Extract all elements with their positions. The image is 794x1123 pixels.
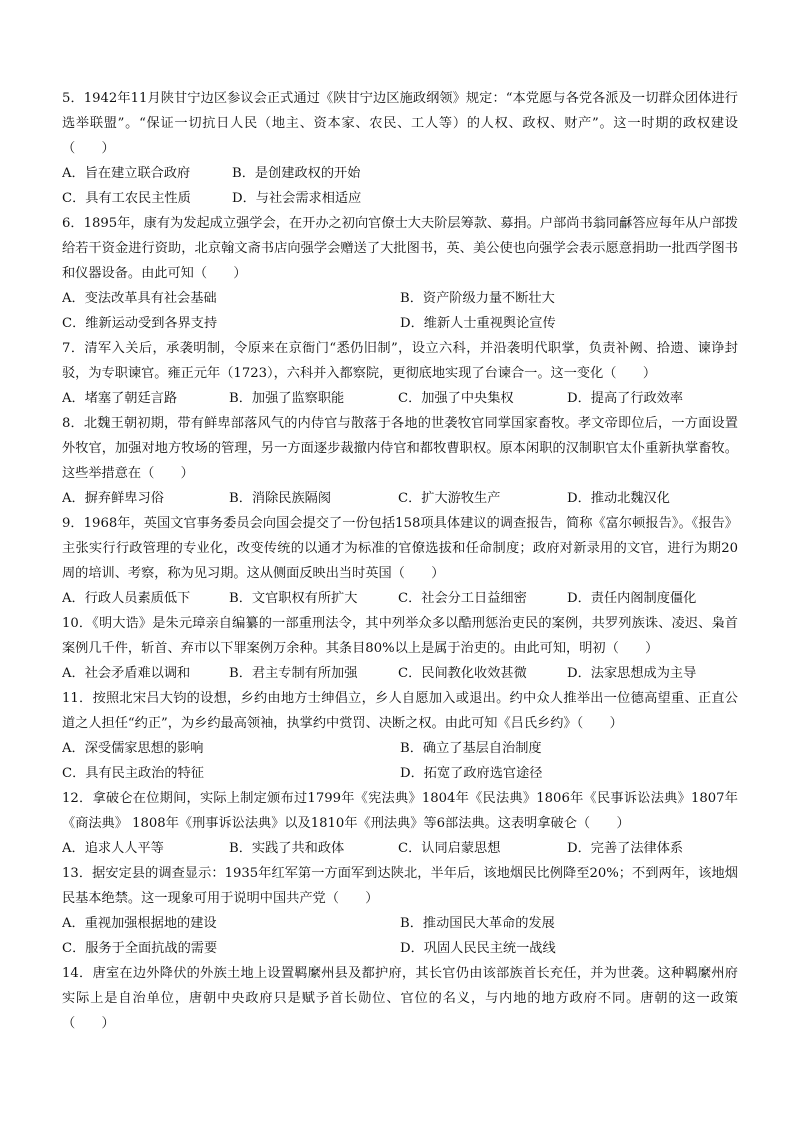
option-b: B．是创建政权的开始: [232, 166, 361, 181]
question-stem: 5．1942年11月陕甘宁边区参议会正式通过《陕甘宁边区施政纲领》规定：“本党愿与各党各派及一切群众团体进行选举联盟”。“保证一切抗日人民（地主、资本家、农民、工人等）的人权、政权、财产”。这一时期的政权建设（ ）: [62, 91, 738, 156]
option-b: B．加强了监察职能: [229, 391, 345, 406]
question-6: [62, 211, 738, 336]
options-row: [62, 836, 738, 861]
option-a: A．摒弃鲜卑习俗: [62, 491, 164, 506]
options-row: [62, 661, 738, 686]
option-a: A．旨在建立联合政府: [62, 166, 191, 181]
option-c: C．民间教化收效甚微: [398, 666, 527, 681]
option-c: C．扩大游牧生产: [398, 491, 501, 506]
options-row: [62, 186, 738, 211]
option-a: A．堵塞了朝廷言路: [62, 391, 178, 406]
question-stem: 6．1895年，康有为发起成立强学会，在开办之初向官僚士大夫阶层筹款、募捐。户部尚书翁同龢答应每年从户部拨给若干资金进行资助，北京翰文斋书店向强学会赠送了大批图书，英、美公使也向强学会表示愿意捐助一批西学图书和仪器设备。由此可知（ ）: [62, 216, 738, 281]
option-c: C．维新运动受到各界支持: [62, 316, 218, 331]
question-stem: 13．据安定县的调查显示：1935年红军第一方面军到达陕北，半年后，该地烟民比例降至20%；不到两年，该地烟民基本绝禁。这一现象可用于说明中国共产党（ ）: [62, 866, 738, 906]
option-b: B．实践了共和政体: [229, 841, 345, 856]
option-b: B．推动国民大革命的发展: [400, 916, 555, 931]
options-row: [62, 486, 738, 511]
option-b: B．君主专制有所加强: [229, 666, 358, 681]
question-stem: 7．清军入关后，承袭明制，令原来在京衙门“悉仍旧制”，设立六科，并沿袭明代职掌，负责补阙、拾遗、谏诤封驳，为专职谏官。雍正元年（1723），六科并入都察院，更彻底地实现了台谏合一。这一变化（ ）: [62, 341, 738, 381]
option-d: D．完善了法律体系: [567, 841, 684, 856]
option-c: C．具有民主政治的特征: [62, 766, 204, 781]
option-a: A．重视加强根据地的建设: [62, 916, 217, 931]
question-12: [62, 786, 738, 861]
option-c: C．社会分工日益细密: [398, 591, 527, 606]
option-a: A．行政人员素质低下: [62, 591, 191, 606]
question-stem: 10．《明大诰》是朱元璋亲自编纂的一部重刑法令，其中列举众多以酷刑惩治吏民的案例，共罗列族诛、凌迟、枭首案例几千件，斩首、弃市以下罪案例万余种。其条目80%以上是属于治吏的。由此可知，明初（ ）: [62, 616, 738, 656]
options-row: [62, 586, 738, 611]
option-d: D．巩固人民民主统一战线: [400, 941, 556, 956]
option-d: D．拓宽了政府选官途径: [400, 766, 543, 781]
options-row: [62, 161, 738, 186]
options-row: [62, 911, 738, 936]
options-row: [62, 736, 738, 761]
option-a: A．深受儒家思想的影响: [62, 741, 204, 756]
options-row: [62, 761, 738, 786]
options-row: [62, 936, 738, 961]
question-14: [62, 961, 738, 1036]
option-b: B．文官职权有所扩大: [229, 591, 358, 606]
option-c: C．具有工农民主性质: [62, 191, 191, 206]
option-d: D．提高了行政效率: [567, 391, 684, 406]
question-9: [62, 511, 738, 611]
option-d: D．维新人士重视舆论宣传: [400, 316, 556, 331]
option-d: D．与社会需求相适应: [232, 191, 362, 206]
question-stem: 12．拿破仑在位期间，实际上制定颁布过1799年《宪法典》1804年《民法典》1806年《民事诉讼法典》1807年《商法典》 1808年《刑事诉讼法典》以及1810年《刑法典》等6部法典。这表明拿破仑（ ）: [62, 791, 738, 831]
option-a: A．变法改革具有社会基础: [62, 291, 217, 306]
options-row: [62, 286, 738, 311]
question-13: [62, 861, 738, 961]
question-8: [62, 411, 738, 511]
option-b: B．资产阶级力量不断壮大: [400, 291, 555, 306]
options-row: [62, 386, 738, 411]
option-b: B．确立了基层自治制度: [400, 741, 542, 756]
option-a: A．社会矛盾难以调和: [62, 666, 191, 681]
option-c: C．加强了中央集权: [398, 391, 514, 406]
exam-page: [62, 86, 738, 1036]
option-d: D．法家思想成为主导: [567, 666, 697, 681]
option-d: D．责任内阁制度僵化: [567, 591, 697, 606]
options-row: [62, 311, 738, 336]
option-a: A．追求人人平等: [62, 841, 164, 856]
question-stem: 9．1968年，英国文官事务委员会向国会提交了一份包括158项具体建议的调查报告，简称《富尔顿报告》。《报告》主张实行行政管理的专业化，改变传统的以通才为标准的官僚选拔和任命制度；政府对新录用的文官，进行为期20周的培训、考察，称为见习期。这从侧面反映出当时英国（ ）: [62, 516, 738, 581]
question-stem: 14．唐室在边外降伏的外族土地上设置羁縻州县及都护府，其长官仍由该部族首长充任，并为世袭。这种羁縻州府实际上是自治单位，唐朝中央政府只是赋予首长勋位、官位的名义，与内地的地方政府不同。唐朝的这一政策（ ）: [62, 966, 738, 1031]
question-11: [62, 686, 738, 786]
option-c: C．认同启蒙思想: [398, 841, 501, 856]
question-7: [62, 336, 738, 411]
question-stem: 11．按照北宋吕大钧的设想，乡约由地方士绅倡立，乡人自愿加入或退出。约中众人推举出一位德高望重、正直公道之人担任“约正”，为乡约最高领袖，执掌约中赏罚、决断之权。由此可知《吕氏乡约》（ ）: [62, 691, 738, 731]
option-b: B．消除民族隔阂: [229, 491, 332, 506]
question-stem: 8．北魏王朝初期，带有鲜卑部落风气的内侍官与散落于各地的世袭牧官同掌国家畜牧。孝文帝即位后，一方面设置外牧官，加强对地方牧场的管理，另一方面逐步裁撤内侍官和都牧曹职权。原本闲职的汉制职官太仆重新执掌畜牧。这些举措意在（ ）: [62, 416, 738, 481]
question-5: [62, 86, 738, 211]
question-10: [62, 611, 738, 686]
option-d: D．推动北魏汉化: [567, 491, 670, 506]
option-c: C．服务于全面抗战的需要: [62, 941, 218, 956]
